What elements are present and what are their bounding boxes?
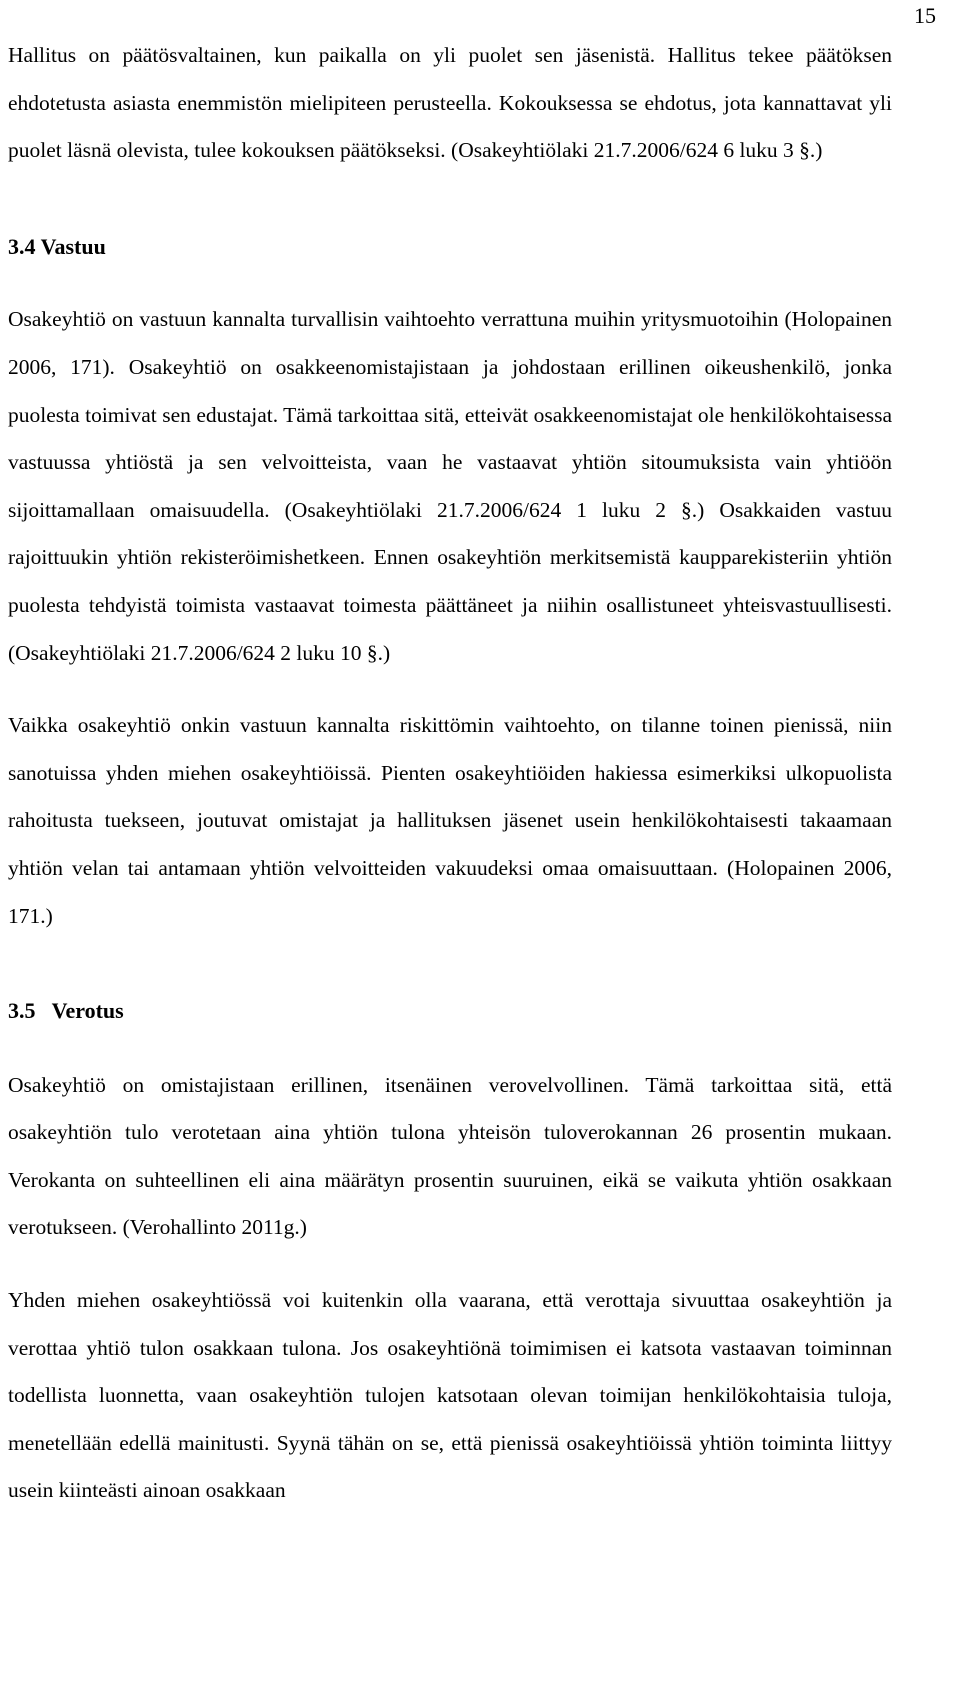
section-title: Verotus	[51, 998, 124, 1024]
paragraph-one-man-company: Yhden miehen osakeyhtiössä voi kuitenkin olla vaarana, että verottaja sivuuttaa osakeyhtiön ja verottaa yhtiö tulon osakkaan tulona. Jos osakeyhtiönä toimimisen ei katsota vastaavan toiminnan todellista luonnetta, vaan osakeyhtiön tulojen katsotaan olevan toimijan henkilökohtaisia tuloja, menetellään edellä mainitusti. Syynä tähän on se, että pienissä osakeyhtiöissä yhtiön toiminta liittyy usein kiinteästi ainoan osakkaan	[8, 1288, 892, 1503]
section-number: 3.5	[8, 998, 36, 1024]
section-heading-vastuu	[8, 223, 892, 271]
section-title: Vastuu	[40, 233, 106, 259]
paragraph-board-decisions: Hallitus on päätösvaltainen, kun paikalla on yli puolet sen jäsenistä. Hallitus tekee päätöksen ehdotetusta asiasta enemmistön mielipiteen perusteella. Kokouksessa se ehdotus, jota kannattavat yli puolet läsnä olevista, tulee kokouksen päätökseksi. (Osakeyhtiölaki 21.7.2006/624 6 luku 3 §.)	[8, 43, 892, 163]
page-number: 15	[914, 3, 936, 28]
paragraph-liability: Osakeyhtiö on vastuun kannalta turvallisin vaihtoehto verrattuna muihin yritysmuotoihin (Holopainen 2006, 171). Osakeyhtiö on osakkeenomistajistaan ja johdostaan erillinen oikeushenkilö, jonka puolesta toimivat sen edustajat. Tämä tarkoittaa sitä, etteivät osakkeenomistajat ole henkilökohtaisessa vastuussa yhtiöstä ja sen velvoitteista, vaan he vastaavat yhtiön sitoumuksista vain yhtiöön sijoittamallaan omaisuudella. (Osakeyhtiölaki 21.7.2006/624 1 luku 2 §.) Osakkaiden vastuu rajoittuukin yhtiön rekisteröimishetkeen. Ennen osakeyhtiön merkitsemistä kaupparekisteriin yhtiön puolesta tehdyistä toimista vastaavat toimesta päättäneet ja niihin osallistuneet yhteisvastuullisesti. (Osakeyhtiölaki 21.7.2006/624 2 luku 10 §.)	[8, 307, 892, 665]
section-heading-verotus	[8, 987, 892, 1035]
section-number: 3.4	[8, 233, 36, 259]
document-body	[8, 32, 892, 1515]
paragraph-taxation: Osakeyhtiö on omistajistaan erillinen, itsenäinen verovelvollinen. Tämä tarkoittaa sitä, että osakeyhtiön tulo verotetaan aina yhtiön tulona yhteisön tuloverokannan 26 prosentin mukaan. Verokanta on suhteellinen eli aina määrätyn prosentin suuruinen, eikä se vaikuta yhtiön osakkaan verotukseen. (Verohallinto 2011g.)	[8, 1072, 892, 1240]
paragraph-small-company-risk: Vaikka osakeyhtiö onkin vastuun kannalta riskittömin vaihtoehto, on tilanne toinen pienissä, niin sanotuissa yhden miehen osakeyhtiöissä. Pienten osakeyhtiöiden hakiessa esimerkiksi ulkopuolista rahoitusta tuekseen, joutuvat omistajat ja hallituksen jäsenet usein henkilökohtaisesti takaamaan yhtiön velan tai antamaan yhtiön velvoitteiden vakuudeksi omaa omaisuuttaan. (Holopainen 2006, 171.)	[8, 713, 892, 928]
